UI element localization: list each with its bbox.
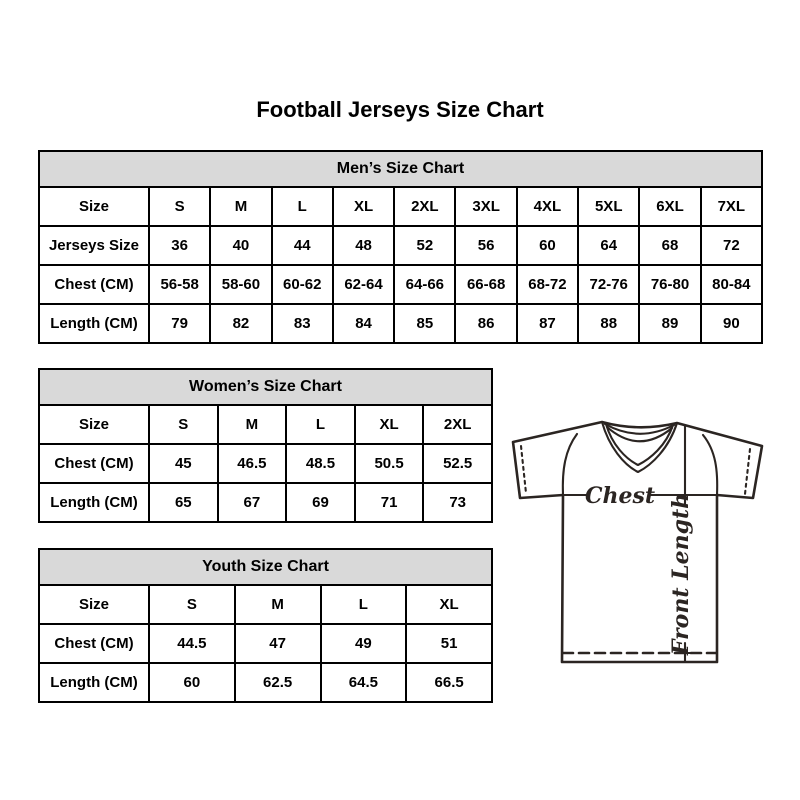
mens-cell: 5XL [578,187,639,226]
youth-cell: M [235,585,321,624]
mens-cell: 82 [210,304,271,343]
jersey-measurement-diagram [505,415,765,670]
womens-cell: 65 [149,483,218,522]
mens-row-1 [39,226,762,265]
mens-cell: 36 [149,226,210,265]
womens-row-1 [39,444,492,483]
mens-row-label: Jerseys Size [39,226,149,265]
womens-cell: M [218,405,287,444]
youth-row-label: Chest (CM) [39,624,149,663]
mens-cell: 79 [149,304,210,343]
mens-header-row [39,151,762,187]
youth-header-row [39,549,492,585]
mens-cell: 85 [394,304,455,343]
mens-cell: 89 [639,304,700,343]
womens-cell: XL [355,405,424,444]
youth-cell: 64.5 [321,663,407,702]
youth-cell: 51 [406,624,492,663]
mens-cell: 76-80 [639,265,700,304]
youth-row-1 [39,624,492,663]
jersey-outline-shape [513,422,762,662]
womens-row-0 [39,405,492,444]
womens-cell: 73 [423,483,492,522]
youth-row-2 [39,663,492,702]
youth-row-label: Size [39,585,149,624]
mens-cell: 64 [578,226,639,265]
mens-cell: 68-72 [517,265,578,304]
womens-cell: 2XL [423,405,492,444]
mens-cell: 80-84 [701,265,762,304]
mens-cell: 56 [455,226,516,265]
womens-row-2 [39,483,492,522]
mens-cell: 87 [517,304,578,343]
mens-cell: 72 [701,226,762,265]
mens-cell: 40 [210,226,271,265]
womens-cell: 46.5 [218,444,287,483]
youth-cell: XL [406,585,492,624]
womens-table-title: Women’s Size Chart [39,369,492,405]
mens-cell: 60 [517,226,578,265]
mens-cell: L [272,187,333,226]
right-armhole-seam [703,435,717,495]
mens-cell: 56-58 [149,265,210,304]
youth-size-table [38,548,493,703]
mens-table-title: Men’s Size Chart [39,151,762,187]
mens-size-table [38,150,763,344]
mens-cell: M [210,187,271,226]
womens-cell: 52.5 [423,444,492,483]
youth-cell: 47 [235,624,321,663]
mens-cell: 64-66 [394,265,455,304]
mens-cell: 3XL [455,187,516,226]
mens-cell: XL [333,187,394,226]
womens-cell: 45 [149,444,218,483]
youth-table-title: Youth Size Chart [39,549,492,585]
chest-label: Chest [584,483,656,509]
mens-cell: 68 [639,226,700,265]
youth-cell: 66.5 [406,663,492,702]
mens-row-label: Length (CM) [39,304,149,343]
mens-cell: 83 [272,304,333,343]
mens-row-label: Chest (CM) [39,265,149,304]
mens-row-2 [39,265,762,304]
mens-row-0 [39,187,762,226]
womens-cell: S [149,405,218,444]
mens-cell: 66-68 [455,265,516,304]
womens-cell: 71 [355,483,424,522]
mens-cell: 4XL [517,187,578,226]
youth-cell: 49 [321,624,407,663]
womens-cell: 67 [218,483,287,522]
youth-cell: 62.5 [235,663,321,702]
left-cuff-dashed-line [521,446,526,493]
mens-cell: 7XL [701,187,762,226]
mens-cell: 48 [333,226,394,265]
right-cuff-dashed-line [745,449,750,494]
mens-cell: 52 [394,226,455,265]
youth-cell: L [321,585,407,624]
youth-row-0 [39,585,492,624]
mens-cell: 62-64 [333,265,394,304]
mens-cell: 60-62 [272,265,333,304]
youth-cell: S [149,585,235,624]
youth-cell: 60 [149,663,235,702]
mens-cell: 6XL [639,187,700,226]
mens-cell: 44 [272,226,333,265]
womens-row-label: Size [39,405,149,444]
youth-row-label: Length (CM) [39,663,149,702]
page-title: Football Jerseys Size Chart [256,97,544,122]
womens-row-label: Length (CM) [39,483,149,522]
womens-cell: 69 [286,483,355,522]
youth-cell: 44.5 [149,624,235,663]
mens-cell: 84 [333,304,394,343]
womens-size-table [38,368,493,523]
womens-row-label: Chest (CM) [39,444,149,483]
mens-cell: 72-76 [578,265,639,304]
mens-cell: 58-60 [210,265,271,304]
mens-cell: 88 [578,304,639,343]
mens-cell: 86 [455,304,516,343]
mens-cell: 90 [701,304,762,343]
front-length-label: Front Length [668,492,694,656]
left-armhole-seam [563,434,577,495]
mens-row-3 [39,304,762,343]
womens-cell: 48.5 [286,444,355,483]
womens-header-row [39,369,492,405]
womens-cell: 50.5 [355,444,424,483]
mens-cell: 2XL [394,187,455,226]
mens-row-label: Size [39,187,149,226]
womens-cell: L [286,405,355,444]
mens-cell: S [149,187,210,226]
